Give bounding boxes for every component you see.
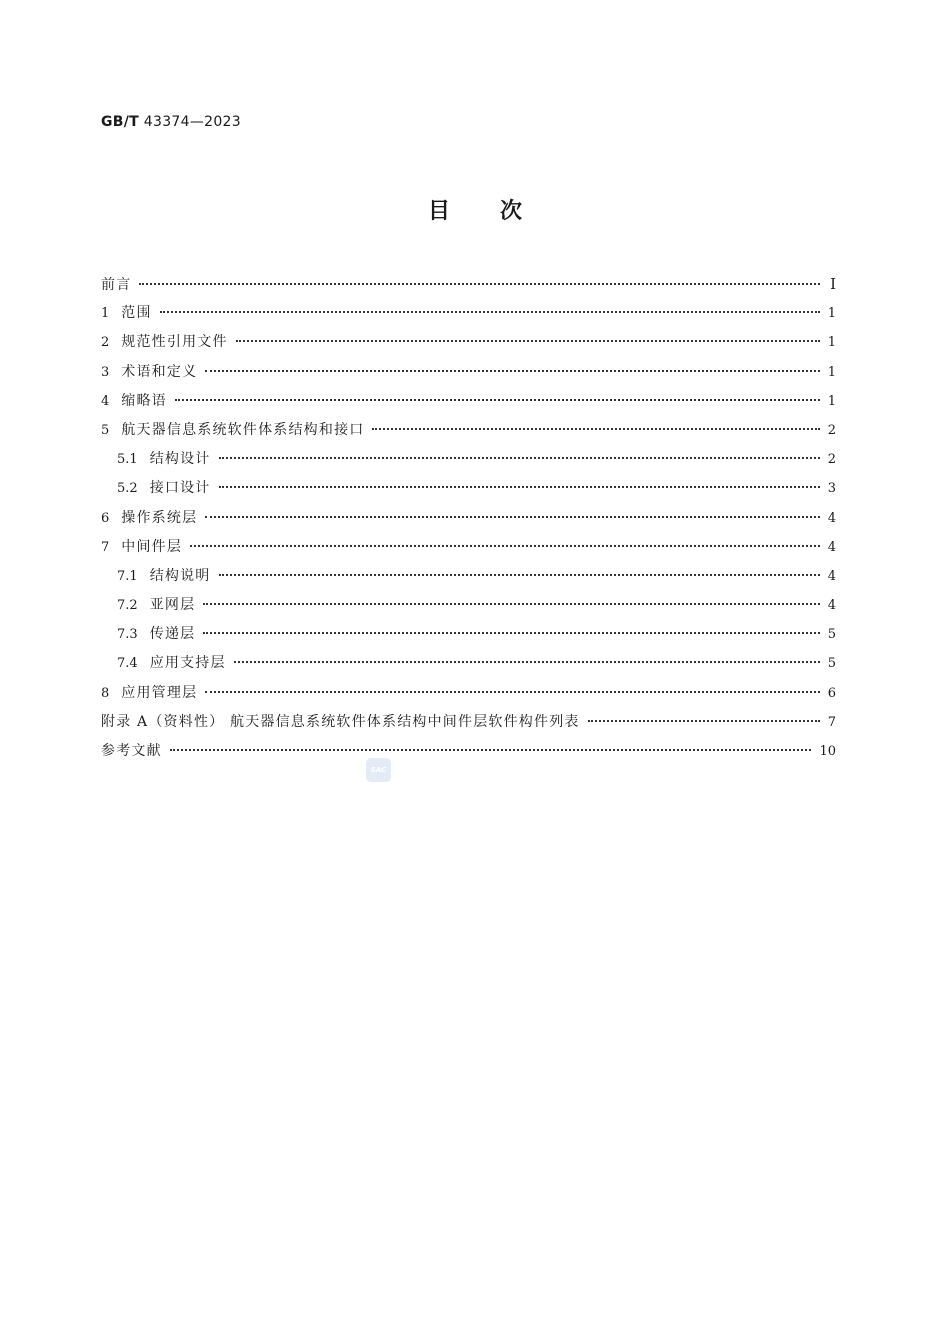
toc-entry-page: 3 [827, 481, 836, 497]
toc-entry-title: 中间件层 [121, 538, 183, 555]
toc-entry-title: 应用支持层 [149, 655, 226, 672]
toc-entry-title: 应用管理层 [121, 684, 198, 701]
toc-entry-title: 航天器信息系统软件体系结构和接口 [121, 421, 365, 438]
toc-entry[interactable] [101, 299, 836, 328]
toc-dot-leader [190, 545, 820, 547]
toc-entry-page: 2 [827, 422, 836, 438]
toc-entry-number: 4 [101, 393, 110, 409]
toc-entry-title: 范围 [121, 305, 152, 322]
toc-entry-page: 1 [827, 335, 836, 351]
toc-entry[interactable] [101, 533, 836, 562]
toc-entry-page: 2 [827, 452, 836, 468]
toc-entry-number: 3 [101, 364, 110, 380]
toc-entry[interactable] [101, 620, 836, 649]
toc-entry-title: 传递层 [149, 626, 196, 643]
toc-entry-number: 7.3 [117, 627, 138, 643]
toc-entry-title: 亚网层 [149, 597, 196, 614]
toc-entry-title: 结构设计 [149, 451, 211, 468]
toc-entry[interactable] [101, 416, 836, 445]
standard-prefix: GB/T [101, 114, 140, 130]
toc-dot-leader [139, 283, 820, 285]
toc-dot-leader [236, 340, 820, 342]
toc-entry[interactable] [101, 474, 836, 503]
toc-entry[interactable] [101, 270, 836, 299]
toc-entry[interactable] [101, 387, 836, 416]
toc-dot-leader [219, 574, 820, 576]
toc-entry-page: 5 [827, 656, 836, 672]
toc-entry-page: 5 [827, 627, 836, 643]
toc-entry[interactable] [101, 591, 836, 620]
toc-entry[interactable] [101, 679, 836, 708]
toc-dot-leader [203, 603, 819, 605]
toc-dot-leader [203, 632, 819, 634]
standard-number [101, 114, 241, 130]
toc-dot-leader [205, 691, 819, 693]
toc-entry-page: 1 [827, 364, 836, 380]
toc-entry-number: 7.1 [117, 568, 138, 584]
toc-entry-title: 操作系统层 [121, 509, 198, 526]
toc-entry[interactable] [101, 737, 836, 766]
toc-dot-leader [588, 720, 820, 722]
toc-entry-number: 5.2 [117, 481, 138, 497]
toc-dot-leader [234, 661, 820, 663]
toc-entry-number: 2 [101, 335, 110, 351]
toc-entry-title: 参考文献 [101, 743, 162, 759]
toc-entry-title: 规范性引用文件 [121, 334, 228, 351]
toc-dot-leader [205, 370, 819, 372]
toc-entry-title: 接口设计 [149, 480, 211, 497]
toc-entry-page: 10 [819, 744, 836, 759]
toc-dot-leader [205, 516, 819, 518]
toc-dot-leader [372, 428, 819, 430]
table-of-contents [101, 270, 836, 766]
toc-entry-page: 4 [827, 510, 836, 526]
toc-dot-leader [170, 749, 812, 751]
toc-entry-number: 5.1 [117, 452, 138, 468]
toc-entry-number: 7.2 [117, 598, 138, 614]
toc-entry-page: 1 [827, 393, 836, 409]
toc-entry-title: 缩略语 [121, 392, 167, 409]
toc-entry-title: 前言 [101, 277, 132, 293]
toc-entry[interactable] [101, 358, 836, 387]
toc-dot-leader [160, 311, 820, 313]
toc-entry-number: 8 [101, 685, 110, 701]
toc-entry[interactable] [101, 649, 836, 678]
toc-entry-number: 7 [101, 539, 110, 555]
toc-entry-page: 1 [827, 306, 836, 322]
toc-entry-number: 1 [101, 306, 110, 322]
toc-entry-page: 4 [827, 539, 836, 555]
toc-entry-page: 4 [827, 598, 836, 614]
toc-entry-number: 6 [101, 510, 110, 526]
toc-entry-number: 7.4 [117, 656, 138, 672]
toc-entry-page: I [830, 275, 836, 293]
toc-dot-leader [219, 457, 820, 459]
toc-entry-title: 附录 A（资料性） 航天器信息系统软件体系结构中间件层软件构件列表 [101, 713, 580, 730]
page-title: 目次 [427, 199, 572, 224]
toc-entry-page: 4 [827, 568, 836, 584]
toc-dot-leader [175, 399, 820, 401]
toc-entry[interactable] [101, 562, 836, 591]
toc-dot-leader [219, 486, 820, 488]
toc-entry-title: 结构说明 [149, 567, 211, 584]
toc-entry-page: 7 [827, 714, 836, 730]
standard-code: 43374—2023 [143, 114, 241, 130]
toc-entry[interactable] [101, 445, 836, 474]
toc-entry-number: 5 [101, 422, 110, 438]
toc-entry-title: 术语和定义 [121, 363, 198, 380]
toc-entry[interactable] [101, 504, 836, 533]
toc-entry-page: 6 [827, 685, 836, 701]
toc-entry[interactable] [101, 328, 836, 357]
toc-entry[interactable] [101, 708, 836, 737]
sac-watermark-logo: SAC [366, 758, 391, 782]
